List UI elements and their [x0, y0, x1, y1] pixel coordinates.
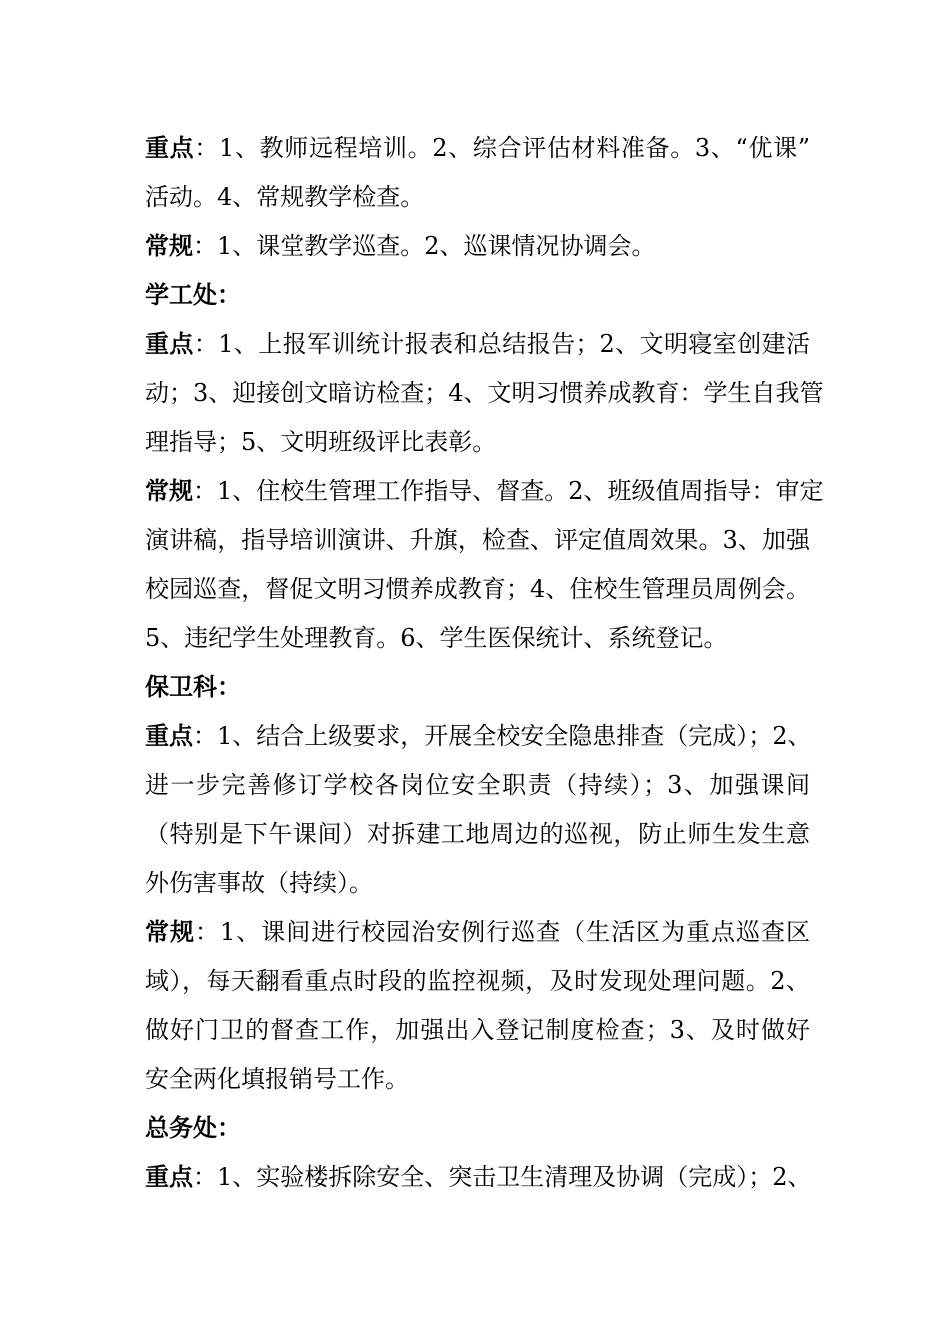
teaching-key-text-1: ：1、教师远程培训。2、综合评估材料准备。3、“优课” — [194, 134, 810, 162]
student-key-text-1: ：1、上报军训统计报表和总结报告；2、文明寝室创建活 — [193, 330, 810, 358]
general-affairs-heading: 总务处： — [145, 1114, 241, 1142]
student-key-line-2 — [145, 369, 824, 418]
student-key-line-3 — [145, 418, 810, 467]
student-key-line-1 — [145, 320, 810, 369]
teaching-key-label: 重点 — [145, 134, 195, 162]
general-key-line-1 — [145, 1153, 810, 1202]
security-routine-line-4 — [145, 1055, 810, 1104]
student-routine-line-3 — [145, 565, 810, 614]
security-routine-text-1: ：1、课间进行校园治安例行巡查（生活区为重点巡查区 — [194, 918, 810, 946]
security-key-line-4 — [145, 859, 810, 908]
student-routine-line-1 — [145, 467, 824, 516]
security-key-line-1 — [145, 712, 810, 761]
student-routine-label: 常规 — [145, 477, 193, 505]
security-routine-text-3: 做好门卫的督查工作，加强出入登记制度检查；3、及时做好 — [145, 1016, 810, 1044]
student-routine-line-2 — [145, 516, 810, 565]
general-key-text-1: ：1、实验楼拆除安全、突击卫生清理及协调（完成）；2、 — [193, 1163, 812, 1191]
teaching-key-line-2 — [145, 173, 810, 222]
student-routine-text-1: ：1、住校生管理工作指导、督查。2、班级值周指导：审定 — [193, 477, 824, 505]
student-key-text-2: 动；3、迎接创文暗访检查；4、文明习惯养成教育：学生自我管 — [145, 379, 824, 407]
student-key-text-3: 理指导；5、文明班级评比表彰。 — [145, 428, 497, 456]
teaching-key-line-1 — [145, 124, 810, 173]
security-routine-line-2 — [145, 957, 810, 1006]
student-routine-text-4: 5、违纪学生处理教育。6、学生医保统计、系统登记。 — [145, 624, 728, 652]
teaching-routine-text-1: ：1、课堂教学巡查。2、巡课情况协调会。 — [193, 232, 656, 260]
student-routine-line-4 — [145, 614, 810, 663]
student-routine-text-2: 演讲稿，指导培训演讲、升旗，检查、评定值周效果。3、加强 — [145, 526, 810, 554]
teaching-routine-line-1 — [145, 222, 810, 271]
security-key-text-4: 外伤害事故（持续）。 — [145, 869, 373, 897]
security-key-line-3 — [145, 810, 810, 859]
security-key-text-2: 进一步完善修订学校各岗位安全职责（持续）；3、加强课间 — [145, 771, 810, 799]
student-routine-text-3: 校园巡查，督促文明习惯养成教育；4、住校生管理员周例会。 — [145, 575, 810, 603]
security-key-label: 重点 — [145, 722, 193, 750]
security-routine-label: 常规 — [145, 918, 195, 946]
teaching-key-text-2: 活动。4、常规教学检查。 — [145, 183, 425, 211]
student-affairs-heading: 学工处： — [145, 281, 241, 309]
security-key-line-2 — [145, 761, 810, 810]
teaching-routine-label: 常规 — [145, 232, 193, 260]
security-routine-text-2: 域），每天翻看重点时段的监控视频，及时发现处理问题。2、 — [145, 967, 810, 995]
security-key-text-1: ：1、结合上级要求，开展全校安全隐患排查（完成）；2、 — [193, 722, 812, 750]
document-page — [145, 124, 824, 1202]
security-routine-line-1 — [145, 908, 810, 957]
security-routine-line-3 — [145, 1006, 810, 1055]
security-key-text-3: （特别是下午课间）对拆建工地周边的巡视，防止师生发生意 — [145, 820, 810, 848]
student-key-label: 重点 — [145, 330, 194, 358]
security-heading: 保卫科： — [145, 673, 241, 701]
general-key-label: 重点 — [145, 1163, 193, 1191]
security-routine-text-4: 安全两化填报销号工作。 — [145, 1065, 409, 1093]
